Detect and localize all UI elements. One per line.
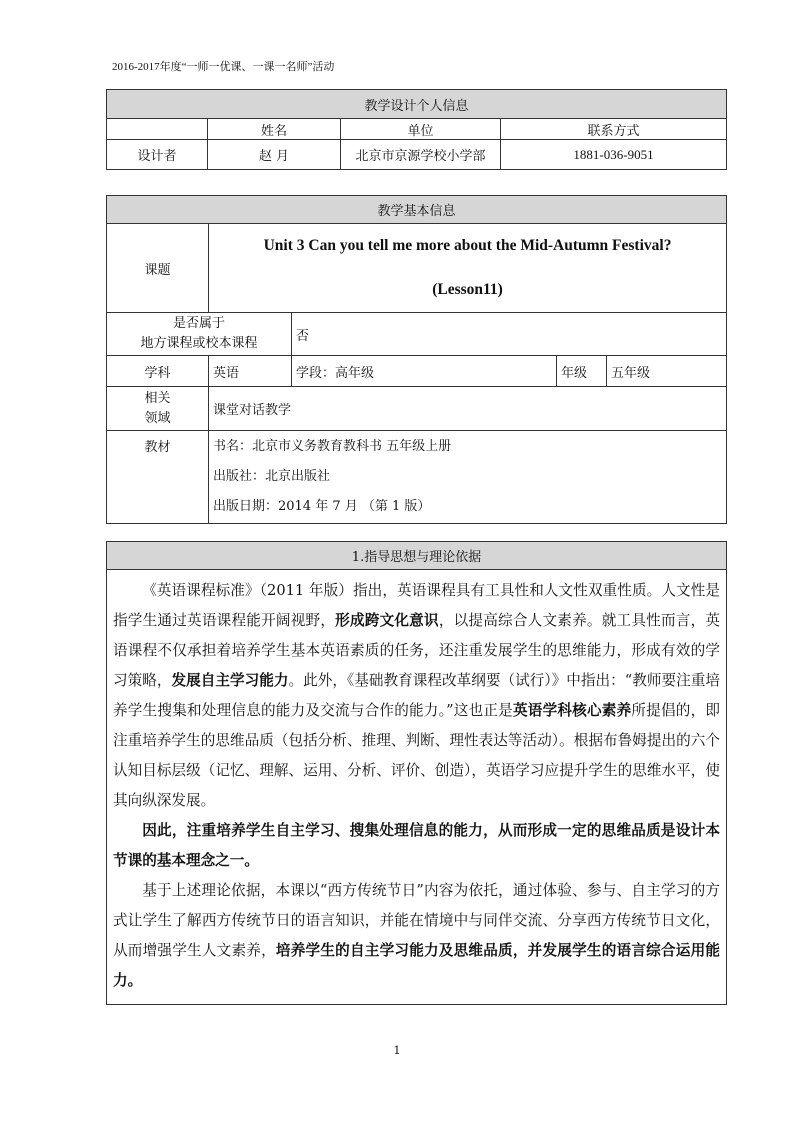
subject-value: 英语 — [209, 356, 292, 387]
theory-table — [106, 541, 727, 1005]
lesson-title-line2: (Lesson11) — [432, 281, 503, 298]
topic-label: 课题 — [107, 224, 209, 313]
theory-title: 1.指导思想与理论依据 — [107, 542, 727, 570]
page-header: 2016-2017年度“一师一优课、一课一名师”活动 — [112, 61, 335, 73]
theory-paragraph-1: 《英语课程标准》（2011 年版）指出，英语课程具有工具性和人文性双重性质。人文性是指学生通过英语课程能开阔视野，形成跨文化意识，以提高综合人文素养。就工具性而言，英语课程不仅承担着培养学生基本英语素质的任务，还注重发展学生的思维能力，形成有效的学习策略，发展自主学习能力。此外，《基础教育课程改革纲要（试行）》中指出：“教师要注重培养学生搜集和处理信息的能力及交流与合作的能力。”这也正是英语学科核心素养所提倡的，即注重培养学生的思维品质（包括分析、推理、判断、理性表达等活动）。根据布鲁姆提出的六个认知目标层级（记忆、理解、运用、分析、评价、创造），英语学习应提升学生的思维水平，使其向纵深发展。 — [113, 582, 720, 809]
field-value: 课堂对话教学 — [209, 387, 727, 431]
stage-value: 学段：高年级 — [292, 356, 557, 387]
col-contact-header: 联系方式 — [501, 119, 727, 140]
grade-value: 五年级 — [607, 356, 727, 387]
designer-phone: 1881-036-9051 — [501, 140, 727, 170]
col-name-header: 姓名 — [208, 119, 341, 140]
lesson-title — [209, 224, 727, 313]
designer-name: 赵 月 — [208, 140, 341, 170]
local-course-label: 是否属于 地方课程或校本课程 — [107, 313, 292, 356]
textbook-label: 教材 — [107, 431, 209, 524]
theory-paragraph-3: 基于上述理论依据，本课以“西方传统节日”内容为依托，通过体验、参与、自主学习的方式让学生了解西方传统节日的语言知识，并能在情境中与同伴交流、分享西方传统节日文化，从而增强学生人文素养，培养学生的自主学习能力及思维品质，并发展学生的语言综合运用能力。 — [113, 882, 720, 989]
col-unit-header: 单位 — [341, 119, 501, 140]
publisher: 出版社：北京出版社 — [213, 469, 331, 484]
local-course-value: 否 — [292, 313, 727, 356]
theory-body — [107, 570, 727, 1005]
designer-label: 设计者 — [107, 140, 208, 170]
designer-unit: 北京市京源学校小学部 — [341, 140, 501, 170]
lesson-title-line1: Unit 3 Can you tell me more about the Mid-Autumn Festival? — [263, 237, 672, 254]
theory-paragraph-2: 因此，注重培养学生自主学习、搜集处理信息的能力，从而形成一定的思维品质是设计本节课的基本理念之一。 — [113, 822, 720, 869]
basic-info-table — [106, 195, 727, 524]
designer-info-table — [106, 89, 727, 170]
book-name: 书名：北京市义务教育教科书 五年级上册 — [213, 439, 452, 454]
empty-cell — [107, 119, 208, 140]
page-number: 1 — [393, 1044, 401, 1057]
pub-date: 出版日期：2014 年 7 月 （第 1 版） — [213, 499, 431, 514]
basic-info-title: 教学基本信息 — [107, 196, 727, 224]
grade-label: 年级 — [557, 356, 607, 387]
designer-info-title: 教学设计个人信息 — [107, 90, 727, 119]
field-label: 相关 领域 — [107, 387, 209, 431]
subject-label: 学科 — [107, 356, 209, 387]
textbook-info — [209, 431, 727, 524]
